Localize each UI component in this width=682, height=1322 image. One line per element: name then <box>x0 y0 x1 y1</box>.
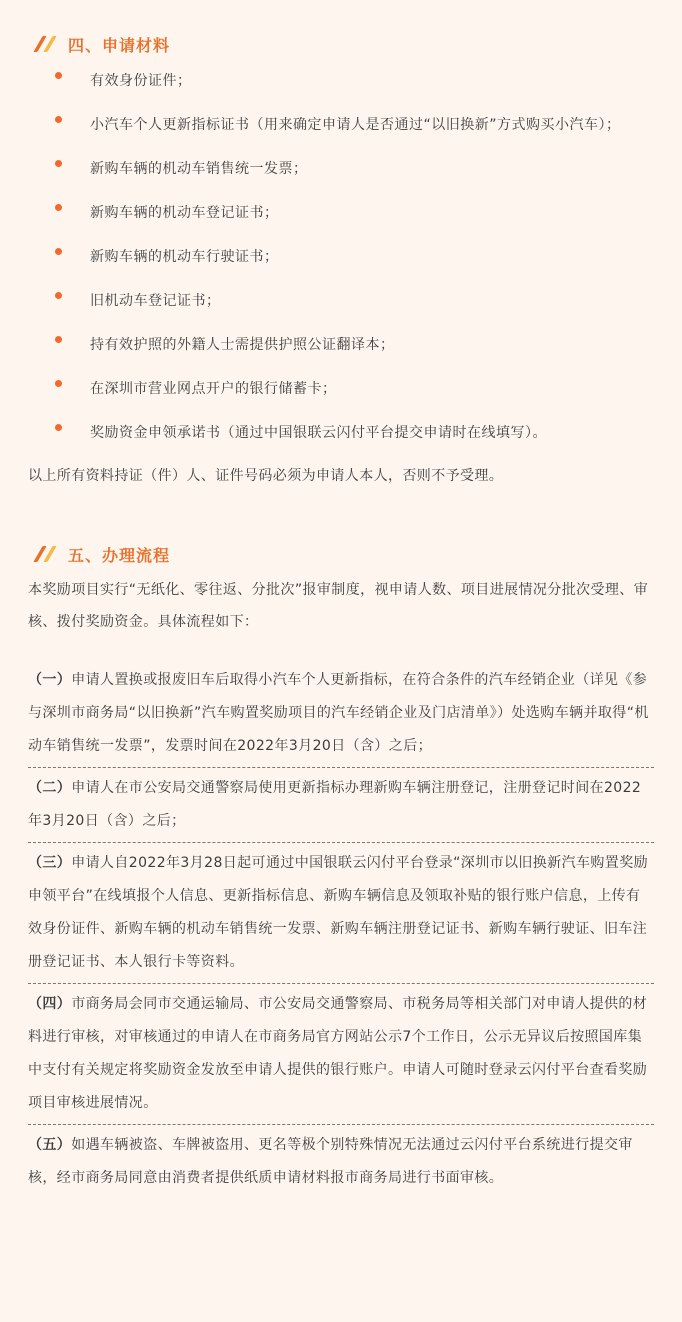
section-title: 五、办理流程 <box>68 545 171 565</box>
bullet-dot-icon <box>55 204 62 211</box>
step-number: （三） <box>28 855 72 871</box>
step-text: 如遇车辆被盗、车牌被盗用、更名等极个别特殊情况无法通过云闪付平台系统进行提交审核，经市商务局同意由消费者提供纸质申请材料报市商务局进行书面审核。 <box>28 1137 633 1186</box>
list-item-text: 在深圳市营业网点开户的银行储蓄卡； <box>90 381 337 397</box>
bullet-dot-icon <box>55 292 62 299</box>
list-item <box>28 108 654 142</box>
list-item-text: 持有效护照的外籍人士需提供护照公证翻译本； <box>90 337 395 353</box>
process-steps <box>28 660 654 1199</box>
materials-list <box>28 64 654 450</box>
step-number: （四） <box>28 996 72 1012</box>
list-item-text: 新购车辆的机动车行驶证书； <box>90 249 279 265</box>
list-item <box>28 372 654 406</box>
list-item <box>28 64 654 98</box>
list-item-text: 旧机动车登记证书； <box>90 293 221 309</box>
process-step <box>28 843 654 984</box>
list-item-text: 小汽车个人更新指标证书（用来确定申请人是否通过“以旧换新”方式购买小汽车）； <box>90 117 621 133</box>
bullet-dot-icon <box>55 116 62 123</box>
slash-mark-secondary <box>43 546 56 562</box>
process-step <box>28 768 654 843</box>
list-item-text: 奖励资金申领承诺书（通过中国银联云闪付平台提交申请时在线填写）。 <box>90 425 547 441</box>
bullet-dot-icon <box>55 248 62 255</box>
step-text: 申请人自2022年3月28日起可通过中国银联云闪付平台登录“深圳市以旧换新汽车购置奖励申领平台”在线填报个人信息、更新指标信息、新购车辆信息及领取补贴的银行账户信息，上传有效身份证件、新购车辆的机动车销售统一发票、新购车辆注册登记证书、新购车辆行驶证、旧车注册登记证书、本人银行卡等资料。 <box>28 855 649 970</box>
step-text: 市商务局会同市交通运输局、市公安局交通警察局、市税务局等相关部门对申请人提供的材料进行审核，对审核通过的申请人在市商务局官方网站公示7个工作日，公示无异议后按照国库集中支付有关规定将奖励资金发放至申请人提供的银行账户。申请人可随时登录云闪付平台查看奖励项目审核进展情况。 <box>28 996 648 1111</box>
materials-note: 以上所有资料持证（件）人、证件号码必须为申请人本人，否则不予受理。 <box>28 468 504 484</box>
process-step <box>28 984 654 1125</box>
bullet-dot-icon <box>55 424 62 431</box>
step-number: （二） <box>28 780 72 796</box>
slash-mark-secondary <box>43 36 56 52</box>
bullet-dot-icon <box>55 380 62 387</box>
step-number: （五） <box>28 1137 72 1153</box>
double-slash-icon <box>28 34 54 54</box>
process-step <box>28 1125 654 1199</box>
bullet-dot-icon <box>55 336 62 343</box>
bullet-dot-icon <box>55 160 62 167</box>
list-item <box>28 152 654 186</box>
section-header-process <box>28 542 654 566</box>
step-text: 申请人置换或报废旧车后取得小汽车个人更新指标，在符合条件的汽车经销企业（详见《参与深圳市商务局“以旧换新”汽车购置奖励项目的汽车经销企业及门店清单》）处选购车辆并取得“机动车销售统一发票”，发票时间在2022年3月20日（含）之后； <box>28 672 649 754</box>
section-title: 四、申请材料 <box>68 35 171 55</box>
step-number: （一） <box>28 672 72 688</box>
bullet-dot-icon <box>55 72 62 79</box>
list-item <box>28 284 654 318</box>
list-item <box>28 196 654 230</box>
process-intro: 本奖励项目实行“无纸化、零往返、分批次”报审制度，视申请人数、项目进展情况分批次受理、审核、拨付奖励资金。具体流程如下： <box>28 582 649 630</box>
list-item-text: 新购车辆的机动车登记证书； <box>90 205 279 221</box>
list-item-text: 有效身份证件； <box>90 73 192 89</box>
list-item <box>28 240 654 274</box>
process-step <box>28 660 654 768</box>
list-item <box>28 328 654 362</box>
double-slash-icon <box>28 544 54 564</box>
list-item <box>28 416 654 450</box>
list-item-text: 新购车辆的机动车销售统一发票； <box>90 161 308 177</box>
section-header-materials <box>28 0 654 56</box>
step-text: 申请人在市公安局交通警察局使用更新指标办理新购车辆注册登记，注册登记时间在2022年3月20日（含）之后； <box>28 780 642 829</box>
